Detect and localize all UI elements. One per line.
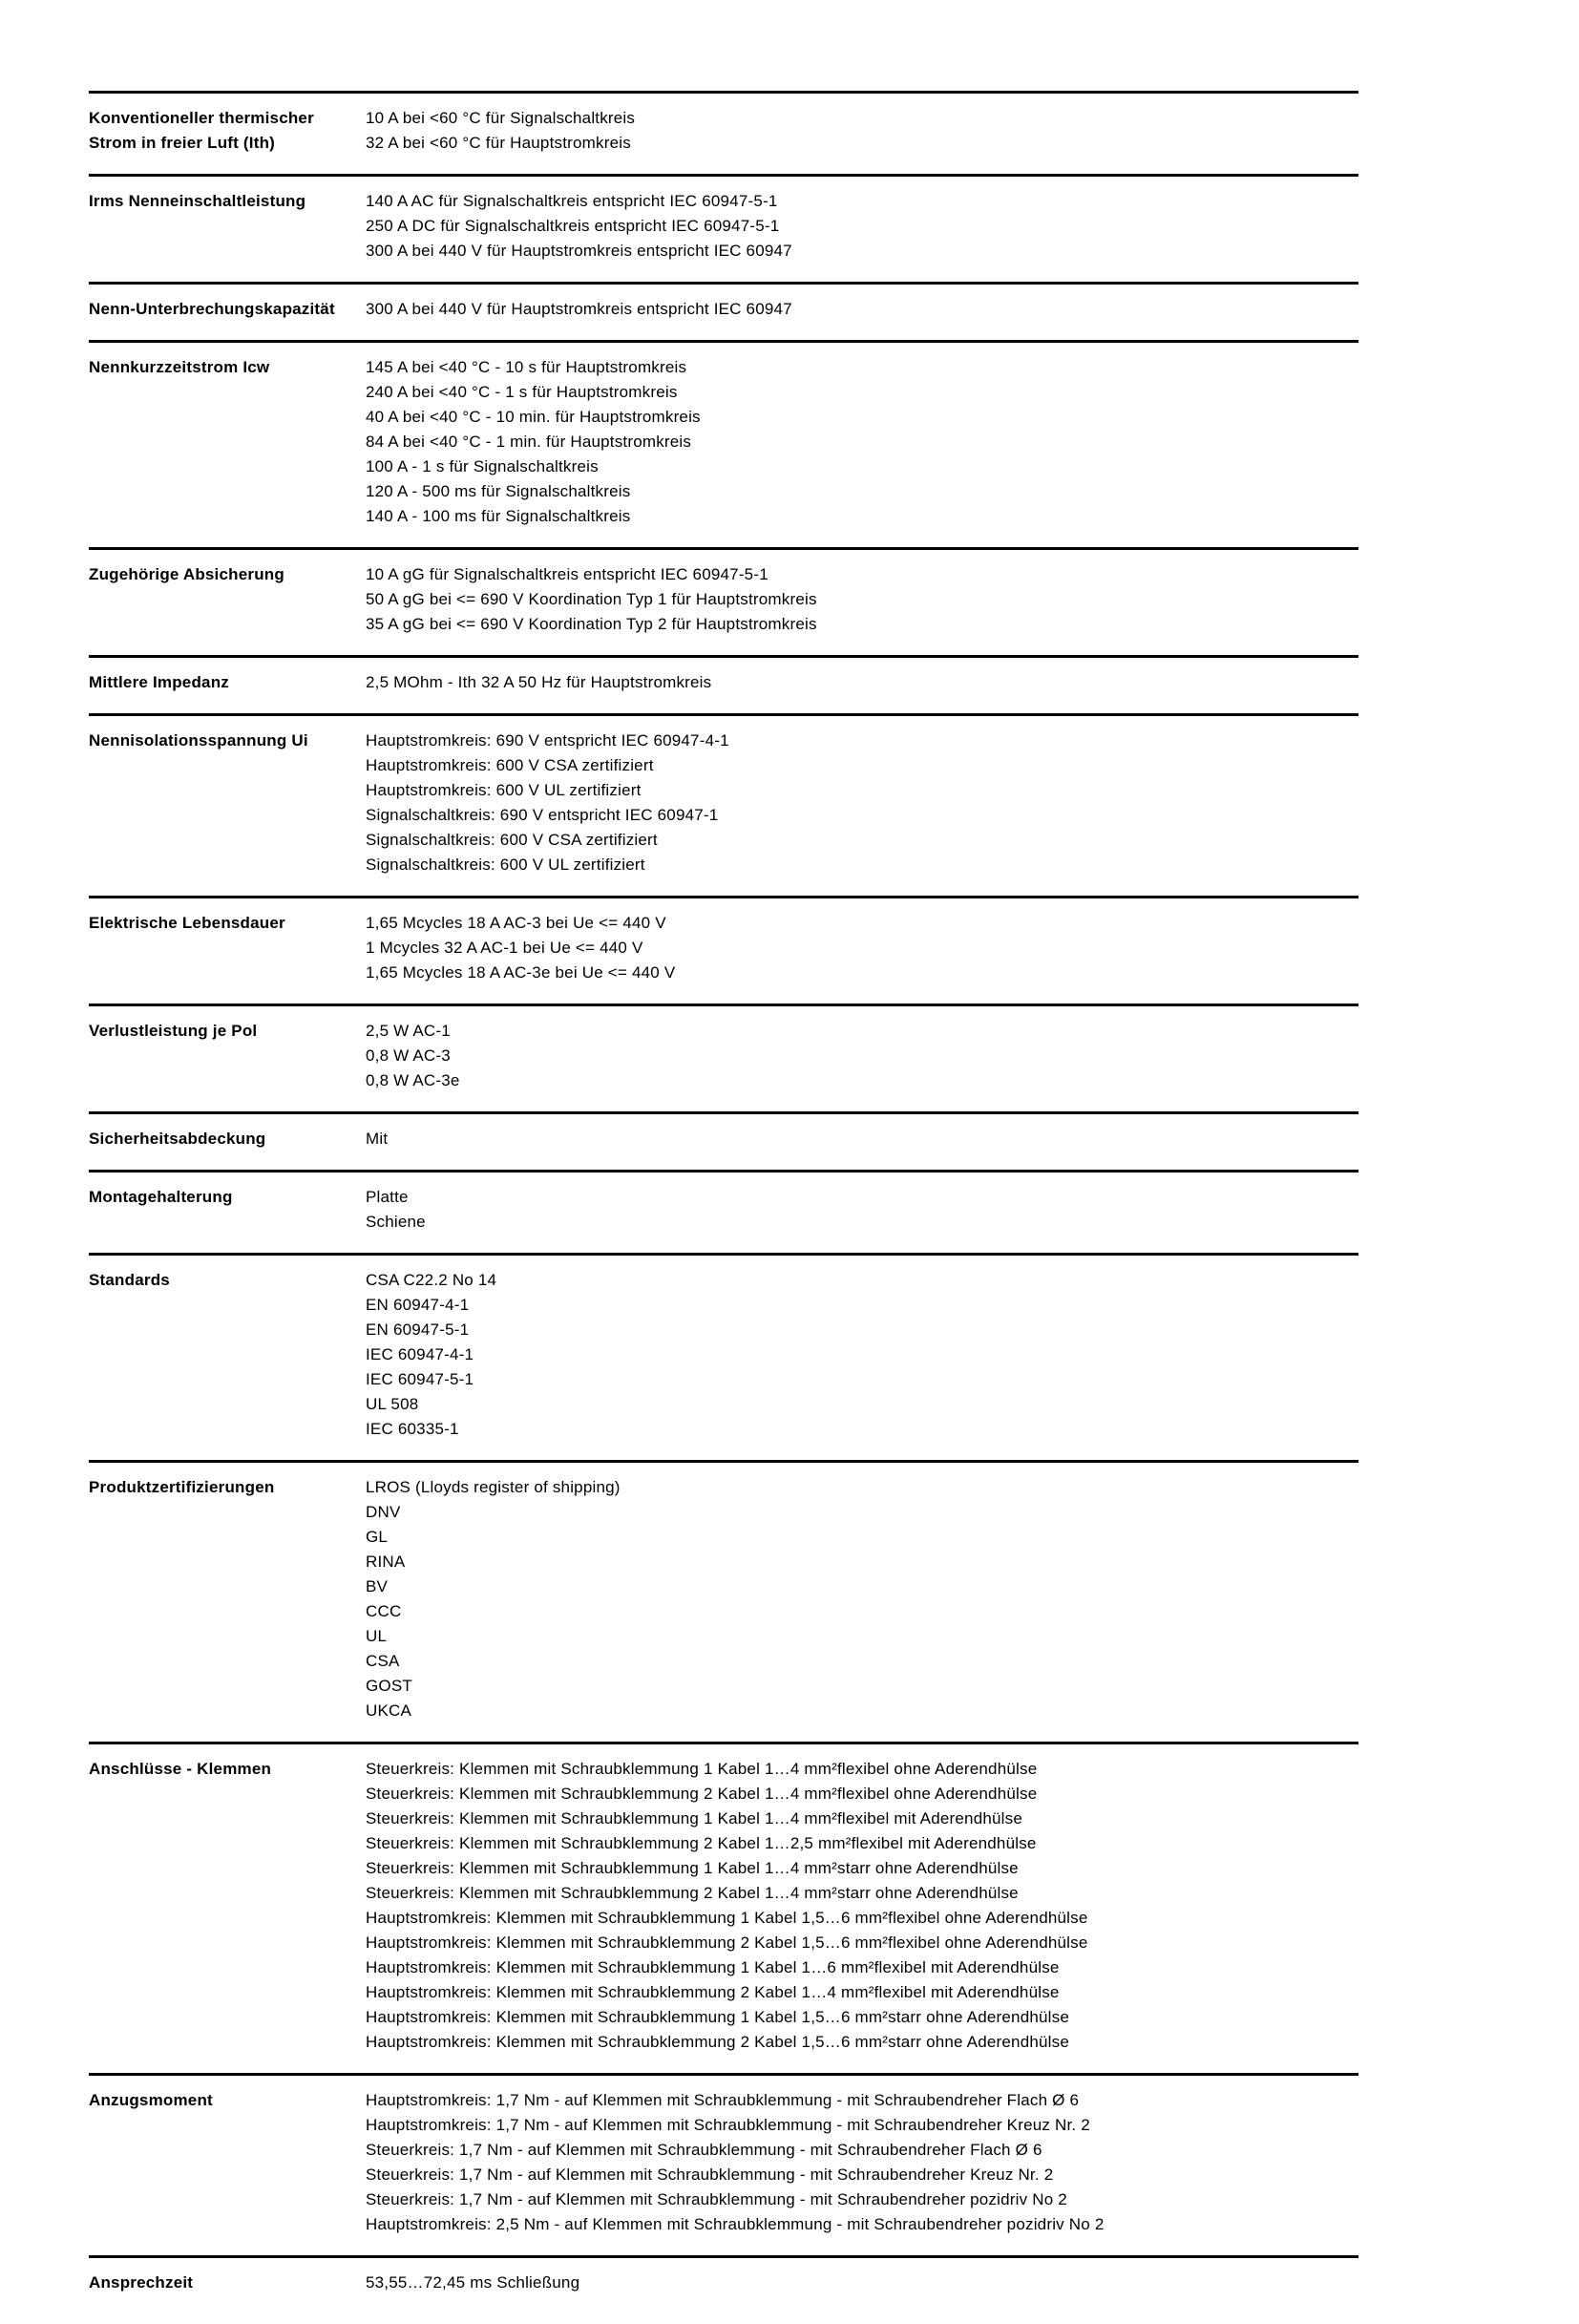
spec-value-line: RINA [366,1553,406,1571]
spec-row-values [366,729,1358,877]
spec-row [89,1742,1358,2073]
spec-row-label: Nennkurzzeitstrom Icw [89,358,270,376]
spec-value-line: 250 A DC für Signalschaltkreis entspricht IEC 60947-5-1 [366,217,780,235]
spec-value-line: UKCA [366,1701,412,1720]
spec-value-line: Hauptstromkreis: 2,5 Nm - auf Klemmen mit Schraubklemmung - mit Schraubendreher pozidriv No 2 [366,2215,1105,2233]
spec-value-line: Signalschaltkreis: 600 V CSA zertifiziert [366,831,658,849]
spec-value-line: Hauptstromkreis: Klemmen mit Schraubklemmung 1 Kabel 1…6 mm²flexibel mit Aderendhülse [366,1958,1060,1976]
spec-value-line: Hauptstromkreis: 600 V CSA zertifiziert [366,756,654,774]
spec-row-label: Anschlüsse - Klemmen [89,1760,272,1778]
spec-row [89,1460,1358,1742]
spec-value-line: Hauptstromkreis: Klemmen mit Schraubklemmung 1 Kabel 1,5…6 mm²starr ohne Aderendhülse [366,2008,1069,2026]
spec-value-line: 32 A bei <60 °C für Hauptstromkreis [366,134,631,152]
spec-row-label: Sicherheitsabdeckung [89,1130,266,1148]
spec-row [89,2073,1358,2255]
spec-row [89,91,1358,174]
spec-value-line: IEC 60947-5-1 [366,1370,474,1388]
spec-row [89,1253,1358,1460]
spec-value-line: Hauptstromkreis: Klemmen mit Schraubklemmung 1 Kabel 1,5…6 mm²flexibel ohne Aderendhülse [366,1909,1088,1927]
spec-value-line: CSA C22.2 No 14 [366,1271,497,1289]
spec-row-values [366,1757,1358,2055]
spec-value-line: 53,55…72,45 ms Schließung [366,2273,580,2292]
spec-value-line: Mit [366,1130,389,1148]
spec-value-line: LROS (Lloyds register of shipping) [366,1478,621,1496]
spec-value-line: 140 A - 100 ms für Signalschaltkreis [366,507,631,525]
spec-value-line: Platte [366,1188,409,1206]
spec-row-values [366,562,1358,637]
spec-value-line: Steuerkreis: Klemmen mit Schraubklemmung 1 Kabel 1…4 mm²flexibel ohne Aderendhülse [366,1760,1038,1778]
spec-row-label: Nennisolationsspannung Ui [89,731,308,750]
spec-row-label: Standards [89,1271,170,1289]
spec-row-label: Anzugsmoment [89,2091,213,2109]
spec-value-line: 300 A bei 440 V für Hauptstromkreis entspricht IEC 60947 [366,242,792,260]
spec-value-line: CSA [366,1652,400,1670]
spec-value-line: DNV [366,1503,401,1521]
spec-row-label: Nenn-Unterbrechungskapazität [89,300,335,318]
spec-table [89,91,1358,2313]
spec-row-values [366,670,1358,695]
spec-value-line: Signalschaltkreis: 690 V entspricht IEC 60947-1 [366,806,719,824]
spec-value-line: 1,65 Mcycles 18 A AC-3 bei Ue <= 440 V [366,914,666,932]
spec-value-line: Steuerkreis: Klemmen mit Schraubklemmung 2 Kabel 1…4 mm²starr ohne Aderendhülse [366,1884,1019,1902]
spec-row-label: Ansprechzeit [89,2273,194,2292]
spec-row-values [366,1019,1358,1093]
spec-value-line: 50 A gG bei <= 690 V Koordination Typ 1 für Hauptstromkreis [366,590,817,608]
spec-row [89,282,1358,340]
spec-value-line: Hauptstromkreis: Klemmen mit Schraubklemmung 2 Kabel 1,5…6 mm²flexibel ohne Aderendhülse [366,1933,1088,1952]
spec-value-line: Schiene [366,1213,426,1231]
spec-row [89,1004,1358,1111]
spec-row-values [366,106,1358,156]
spec-row-label: Montagehalterung [89,1188,233,1206]
spec-value-line: Hauptstromkreis: Klemmen mit Schraubklemmung 2 Kabel 1…4 mm²flexibel mit Aderendhülse [366,1983,1060,2001]
spec-row-values [366,1127,1358,1151]
spec-value-line: Steuerkreis: Klemmen mit Schraubklemmung 1 Kabel 1…4 mm²starr ohne Aderendhülse [366,1859,1019,1877]
spec-value-line: 300 A bei 440 V für Hauptstromkreis entspricht IEC 60947 [366,300,792,318]
spec-value-line: Steuerkreis: Klemmen mit Schraubklemmung 2 Kabel 1…4 mm²flexibel ohne Aderendhülse [366,1785,1038,1803]
spec-value-line: Hauptstromkreis: 1,7 Nm - auf Klemmen mit Schraubklemmung - mit Schraubendreher Kreuz Nr. 2 [366,2116,1090,2134]
spec-row-values [366,2088,1358,2237]
spec-row-values [366,1268,1358,1442]
spec-row [89,2255,1358,2313]
spec-value-line: 1 Mcycles 32 A AC-1 bei Ue <= 440 V [366,939,643,957]
spec-value-line: Hauptstromkreis: Klemmen mit Schraubklemmung 2 Kabel 1,5…6 mm²starr ohne Aderendhülse [366,2033,1069,2051]
spec-value-line: BV [366,1577,389,1595]
datasheet-page [0,91,1579,2324]
spec-row-values [366,2271,1358,2295]
spec-value-line: UL [366,1627,388,1645]
spec-row-values [366,1475,1358,1723]
spec-value-line: Hauptstromkreis: 600 V UL zertifiziert [366,781,642,799]
spec-row [89,340,1358,547]
spec-value-line: Steuerkreis: Klemmen mit Schraubklemmung 1 Kabel 1…4 mm²flexibel mit Aderendhülse [366,1809,1022,1828]
spec-value-line: GL [366,1528,389,1546]
spec-value-line: CCC [366,1602,402,1620]
spec-value-line: 100 A - 1 s für Signalschaltkreis [366,457,599,475]
spec-row [89,174,1358,282]
spec-row-label: Verlustleistung je Pol [89,1022,258,1040]
spec-value-line: Steuerkreis: Klemmen mit Schraubklemmung 2 Kabel 1…2,5 mm²flexibel mit Aderendhülse [366,1834,1037,1852]
spec-value-line: 120 A - 500 ms für Signalschaltkreis [366,482,631,500]
spec-value-line: 10 A gG für Signalschaltkreis entspricht IEC 60947-5-1 [366,565,768,583]
spec-value-line: 140 A AC für Signalschaltkreis entspricht IEC 60947-5-1 [366,192,778,210]
spec-row [89,1111,1358,1170]
spec-row-values [366,355,1358,529]
spec-row-label: Elektrische Lebensdauer [89,914,285,932]
spec-value-line: 145 A bei <40 °C - 10 s für Hauptstromkreis [366,358,687,376]
spec-row-values [366,911,1358,985]
spec-value-line: Steuerkreis: 1,7 Nm - auf Klemmen mit Schraubklemmung - mit Schraubendreher Kreuz Nr. 2 [366,2166,1054,2184]
spec-row-label: Mittlere Impedanz [89,673,229,691]
spec-value-line: Steuerkreis: 1,7 Nm - auf Klemmen mit Schraubklemmung - mit Schraubendreher pozidriv No 2 [366,2190,1067,2208]
spec-row [89,547,1358,655]
spec-row-values [366,297,1358,322]
spec-value-line: 2,5 W AC-1 [366,1022,451,1040]
spec-row-label: Konventioneller thermischer Strom in freier Luft (Ith) [89,109,314,152]
spec-value-line: IEC 60335-1 [366,1420,459,1438]
spec-value-line: 2,5 MOhm - Ith 32 A 50 Hz für Hauptstromkreis [366,673,712,691]
spec-row [89,655,1358,713]
spec-value-line: Hauptstromkreis: 1,7 Nm - auf Klemmen mit Schraubklemmung - mit Schraubendreher Flach Ø 6 [366,2091,1080,2109]
spec-value-line: 0,8 W AC-3e [366,1071,460,1089]
spec-row-values [366,189,1358,264]
spec-value-line: 40 A bei <40 °C - 10 min. für Hauptstromkreis [366,408,701,426]
spec-value-line: 0,8 W AC-3 [366,1046,451,1065]
spec-value-line: 35 A gG bei <= 690 V Koordination Typ 2 für Hauptstromkreis [366,615,817,633]
spec-row-label: Zugehörige Absicherung [89,565,284,583]
spec-value-line: IEC 60947-4-1 [366,1345,474,1363]
spec-row [89,1170,1358,1253]
spec-value-line: 1,65 Mcycles 18 A AC-3e bei Ue <= 440 V [366,963,676,982]
spec-row [89,896,1358,1004]
spec-row [89,713,1358,896]
spec-value-line: 240 A bei <40 °C - 1 s für Hauptstromkreis [366,383,678,401]
spec-value-line: Hauptstromkreis: 690 V entspricht IEC 60947-4-1 [366,731,729,750]
spec-value-line: UL 508 [366,1395,419,1413]
spec-row-values [366,1185,1358,1235]
spec-value-line: 10 A bei <60 °C für Signalschaltkreis [366,109,636,127]
spec-value-line: EN 60947-5-1 [366,1320,470,1339]
spec-value-line: EN 60947-4-1 [366,1296,470,1314]
spec-value-line: Signalschaltkreis: 600 V UL zertifiziert [366,856,645,874]
spec-value-line: Steuerkreis: 1,7 Nm - auf Klemmen mit Schraubklemmung - mit Schraubendreher Flach Ø 6 [366,2141,1042,2159]
spec-value-line: 84 A bei <40 °C - 1 min. für Hauptstromkreis [366,433,692,451]
spec-row-label: Produktzertifizierungen [89,1478,275,1496]
spec-value-line: GOST [366,1677,412,1695]
spec-row-label: Irms Nenneinschaltleistung [89,192,306,210]
